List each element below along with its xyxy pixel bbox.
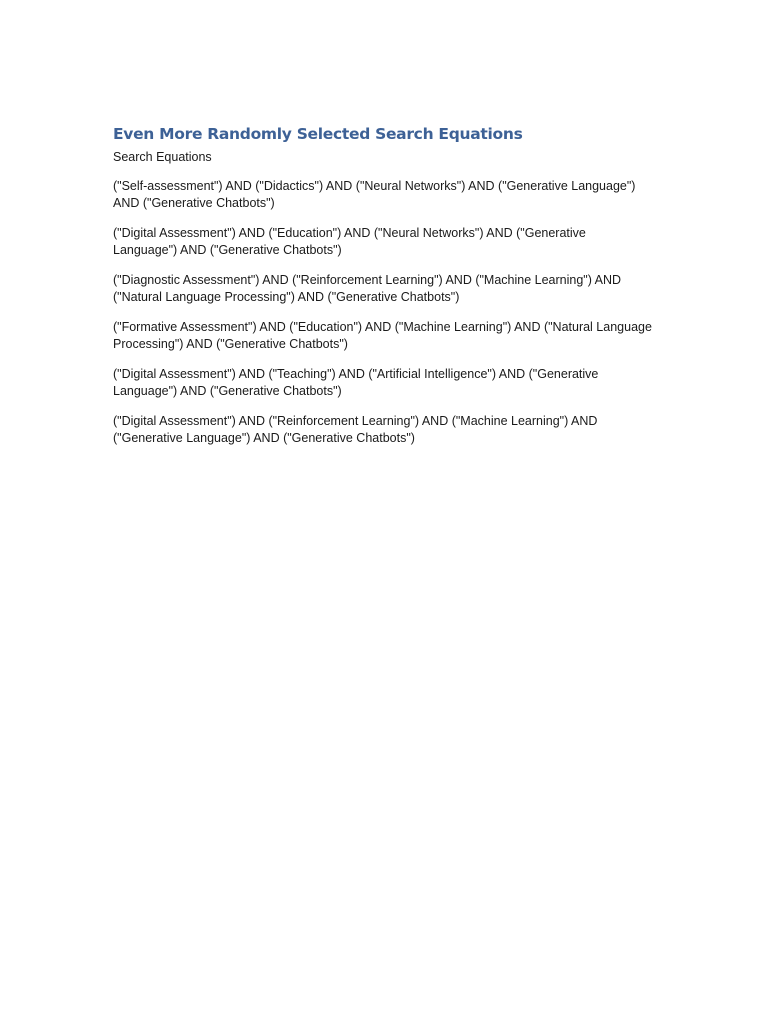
document-page <box>113 122 653 460</box>
document-subtitle: Search Equations <box>113 150 212 164</box>
document-title: Even More Randomly Selected Search Equations <box>113 125 523 143</box>
search-equation: ("Digital Assessment") AND ("Reinforcement Learning") AND ("Machine Learning") AND ("Generative Language") AND ("Generative Chatbots") <box>113 414 598 445</box>
search-equation: ("Self-assessment") AND ("Didactics") AND ("Neural Networks") AND ("Generative Language") AND ("Generative Chatbots") <box>113 179 636 210</box>
search-equation: ("Digital Assessment") AND ("Education") AND ("Neural Networks") AND ("Generative Language") AND ("Generative Chatbots") <box>113 226 586 257</box>
search-equation: ("Digital Assessment") AND ("Teaching") AND ("Artificial Intelligence") AND ("Generative Language") AND ("Generative Chatbots") <box>113 367 599 398</box>
search-equation: ("Formative Assessment") AND ("Education") AND ("Machine Learning") AND ("Natural Language Processing") AND ("Generative Chatbots") <box>113 320 652 351</box>
search-equation: ("Diagnostic Assessment") AND ("Reinforcement Learning") AND ("Machine Learning") AND ("Natural Language Processing") AND ("Generative Chatbots") <box>113 273 622 304</box>
